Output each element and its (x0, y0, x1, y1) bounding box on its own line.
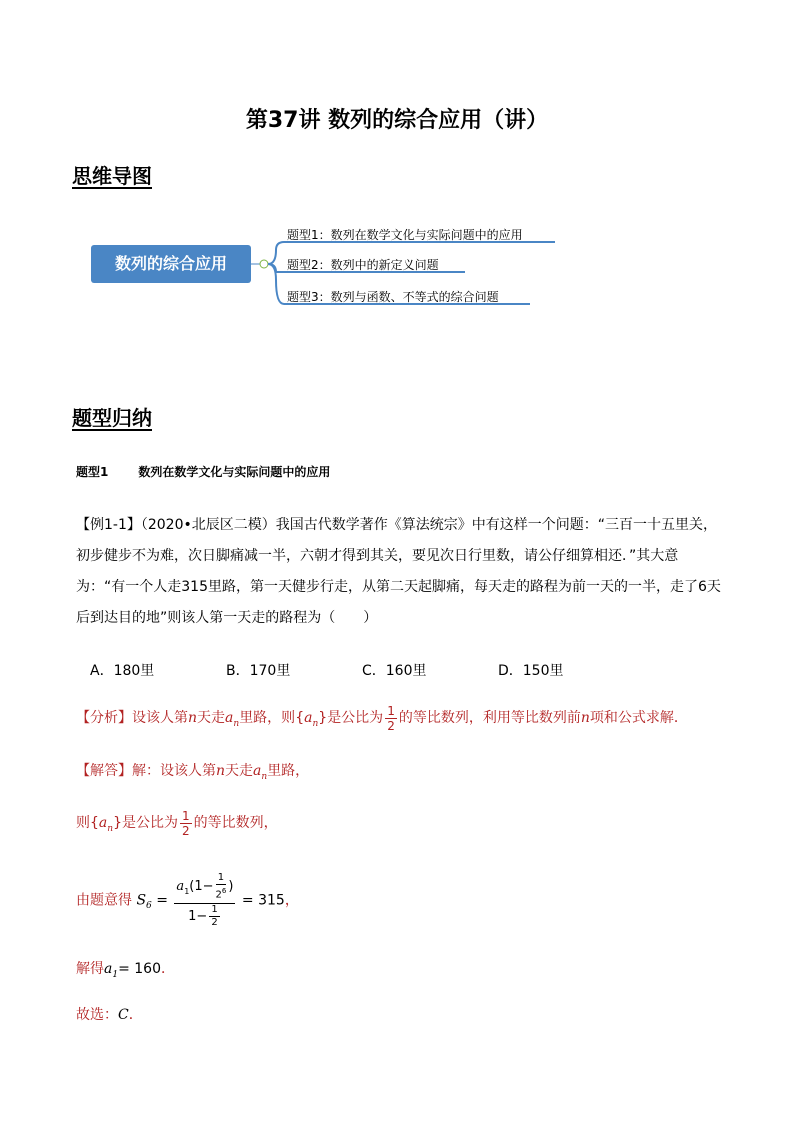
types-heading: 题型归纳 (72, 406, 152, 430)
analysis-tag: 【分析】 (76, 710, 132, 726)
option-b: B．170里 (226, 663, 291, 679)
analysis-line: 【分析】设该人第n天走$a_n$里路，则$\{a_n\}$是公比为 $\frac{1}{2}$ 的等比数列，利用等比数列前n项和公式求解． (76, 703, 688, 733)
example-text: 【例1-1】（2020•北辰区二模）我国古代数学著作《算法统宗》中有这样一个问题：“三百一十五里关，初步健步不为难，次日脚痛减一半，六朝才得到其关，要见次日行里数，请公仔细算相还．”其大意为：“有一个人走315里路，第一天健步行走，从第二天起脚痛，每天走的路程为前一天的一半，走了6天后到达目的地”则该人第一天走的路程为（ ） (76, 517, 721, 626)
expand-node-icon (260, 260, 268, 268)
page-title: 第37讲 数列的综合应用（讲） (245, 108, 549, 133)
mindmap-root: 数列的综合应用 (91, 245, 251, 283)
solution-tag: 【解答】 (76, 763, 132, 779)
option-d: D．150里 (498, 663, 564, 679)
mind-map (90, 220, 560, 310)
solution-line-5: 故选：C． (76, 1007, 143, 1023)
option-c: C．160里 (362, 663, 427, 679)
sum-formula-fraction: $a_1(1-$ $\frac{1}{2^6}$ ) 1− $\frac{1}{2}$ (176, 872, 234, 928)
mindmap-branch-2: 题型2：数列中的新定义问题 (287, 258, 439, 272)
mindmap-heading: 思维导图 (72, 164, 152, 188)
fraction-half: $\frac{1}{2}$ (387, 703, 395, 733)
mindmap-branch-1: 题型1：数列在数学文化与实际问题中的应用 (287, 228, 523, 242)
type1-label: 题型1 (76, 465, 109, 479)
solution-line-3: 由题意得 $S_6$ = $a_1(1-$ $\frac{1}{2^6}$ ) 1− $\frac{1}{2}$ = 315， (76, 872, 299, 928)
option-a: A．180里 (90, 663, 155, 679)
mindmap-branch-3: 题型3：数列与函数、不等式的综合问题 (287, 290, 499, 304)
type1-heading (76, 463, 360, 480)
type1-name: 数列在数学文化与实际问题中的应用 (138, 465, 331, 479)
solution-line-1: 【解答】解：设该人第n天走$a_n$里路， (76, 763, 310, 782)
solution-line-2: 则$\{a_n\}$是公比为 $\frac{1}{2}$ 的等比数列， (76, 808, 278, 838)
fraction-half-2: $\frac{1}{2}$ (182, 808, 190, 838)
solution-line-4: 解得$a_1= 160$． (76, 961, 175, 980)
answer-options (90, 660, 690, 680)
